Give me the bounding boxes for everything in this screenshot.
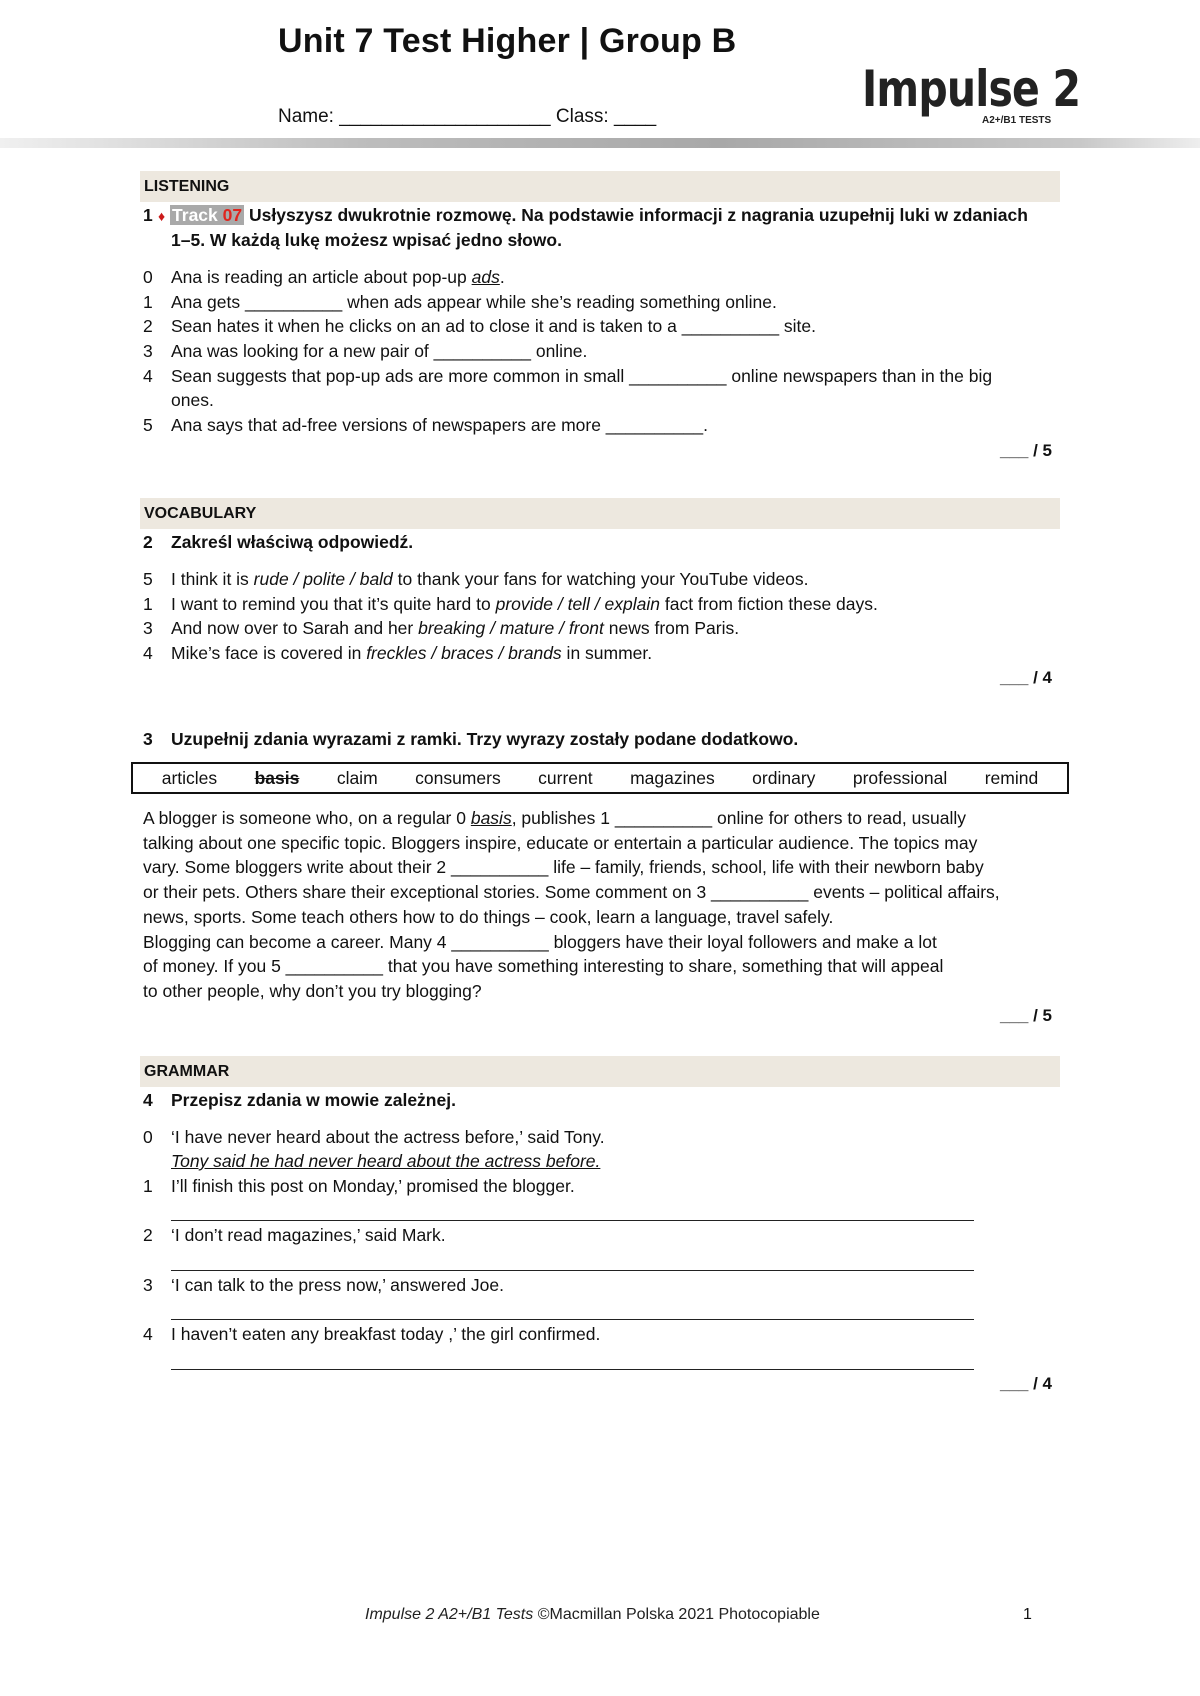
instruction-line-1: Usłyszysz dwukrotnie rozmowę. Na podstawie informacji z nagrania uzupełnij luki w zdaniach bbox=[248, 205, 1028, 225]
item-number: 3 bbox=[143, 618, 153, 638]
score-box: ___ / 5 bbox=[1000, 1006, 1052, 1025]
item-number: 4 bbox=[143, 366, 153, 386]
item-number: 5 bbox=[143, 569, 153, 589]
paragraph-line[interactable]: or their pets. Others share their exceptional stories. Some comment on 3 __________ events – political affairs, bbox=[143, 882, 1000, 903]
score-box: ___ / 4 bbox=[1000, 668, 1052, 687]
audio-icon: ♦ bbox=[158, 208, 166, 224]
list-item: I’ll finish this post on Monday,’ promised the blogger. bbox=[171, 1176, 575, 1196]
impulse-logo: Impulse 2 bbox=[862, 60, 1081, 118]
item-number: 4 bbox=[143, 643, 153, 663]
answer-options[interactable]: breaking / mature / front bbox=[418, 618, 604, 638]
word-box bbox=[131, 762, 1069, 794]
score-box: ___ / 4 bbox=[1000, 1374, 1052, 1393]
exercise-number: 2 bbox=[143, 532, 153, 552]
page-number: 1 bbox=[1023, 1606, 1032, 1623]
exercise-instruction: Zakreśl właściwą odpowiedź. bbox=[171, 532, 414, 552]
item-number: 5 bbox=[143, 415, 153, 435]
item-number: 1 bbox=[143, 1176, 153, 1196]
item-number: 1 bbox=[143, 292, 153, 312]
example-answer: basis bbox=[470, 808, 512, 828]
instruction-line-2: 1–5. W każdą lukę możesz wpisać jedno słowo. bbox=[171, 230, 562, 250]
class-label: Class: bbox=[555, 106, 609, 127]
list-item: I haven’t eaten any breakfast today ,’ the girl confirmed. bbox=[171, 1324, 601, 1344]
answer-line[interactable] bbox=[171, 1369, 974, 1370]
item-number: 1 bbox=[143, 594, 153, 614]
item-number: 2 bbox=[143, 316, 153, 336]
class-blank[interactable]: ____ bbox=[613, 106, 657, 127]
answer-line[interactable] bbox=[171, 1220, 974, 1221]
section-heading-vocabulary: VOCABULARY bbox=[140, 498, 1060, 529]
word-box-item: ordinary bbox=[752, 767, 816, 788]
word-box-item: articles bbox=[161, 767, 218, 788]
list-item[interactable]: Sean suggests that pop-up ads are more common in small __________ online newspapers than in the big bbox=[171, 366, 993, 386]
example-sentence: ‘I have never heard about the actress before,’ said Tony. bbox=[171, 1127, 605, 1147]
exercise-instruction: Przepisz zdania w mowie zależnej. bbox=[171, 1090, 456, 1110]
footer-copyright: Impulse 2 A2+/B1 Tests ©Macmillan Polska 2021 Photocopiable bbox=[365, 1606, 820, 1623]
paragraph-line[interactable]: Blogging can become a career. Many 4 __________ bloggers have their loyal followers and make a lot bbox=[143, 931, 937, 952]
logo-subtitle: A2+/B1 TESTS bbox=[982, 115, 1052, 126]
list-item: And now over to Sarah and her breaking / mature / front news from Paris. bbox=[171, 618, 740, 638]
listening-instruction bbox=[158, 205, 1028, 226]
section-heading-listening: LISTENING bbox=[140, 171, 1060, 202]
answer-options[interactable]: freckles / braces / brands bbox=[366, 643, 562, 663]
list-item[interactable]: Sean hates it when he clicks on an ad to close it and is taken to a __________ site. bbox=[171, 316, 817, 336]
exercise-number: 3 bbox=[143, 729, 153, 749]
paragraph-line[interactable]: A blogger is someone who, on a regular 0 basis, publishes 1 __________ online for others to read, usually bbox=[143, 808, 967, 828]
word-box-item-used: basis bbox=[254, 767, 300, 788]
example-answer: Tony said he had never heard about the actress before. bbox=[171, 1151, 601, 1171]
word-box-item: professional bbox=[852, 767, 948, 788]
list-item: ‘I don’t read magazines,’ said Mark. bbox=[171, 1225, 446, 1245]
paragraph-line[interactable]: vary. Some bloggers write about their 2 __________ life – family, friends, school, life with their newborn baby bbox=[143, 857, 984, 878]
list-item-continuation: ones. bbox=[171, 390, 214, 410]
item-number: 3 bbox=[143, 341, 153, 361]
paragraph-line: talking about one specific topic. Bloggers inspire, educate or entertain a particular audience. The topics may bbox=[143, 832, 978, 853]
score-box: ___ / 5 bbox=[1000, 441, 1052, 460]
answer-options[interactable]: provide / tell / explain bbox=[495, 594, 660, 614]
header-divider bbox=[0, 138, 1200, 148]
word-box-item: claim bbox=[336, 767, 378, 788]
page-title: Unit 7 Test Higher | Group B bbox=[278, 22, 737, 60]
name-label: Name: bbox=[278, 106, 334, 127]
name-class-line bbox=[278, 106, 656, 128]
exercise-number: 1 bbox=[143, 205, 153, 225]
word-box-item: consumers bbox=[415, 767, 501, 788]
item-number: 4 bbox=[143, 1324, 153, 1344]
word-box-item: remind bbox=[984, 767, 1039, 788]
list-item[interactable]: Ana gets __________ when ads appear while she’s reading something online. bbox=[171, 292, 777, 312]
name-blank[interactable]: ____________________ bbox=[339, 106, 551, 127]
list-item: I want to remind you that it’s quite hard to provide / tell / explain fact from fiction these days. bbox=[171, 594, 878, 614]
item-number: 0 bbox=[143, 267, 153, 287]
paragraph-line[interactable]: of money. If you 5 __________ that you have something interesting to share, something that will appeal bbox=[143, 956, 944, 977]
word-box-item: current bbox=[538, 767, 593, 788]
item-number: 3 bbox=[143, 1275, 153, 1295]
word-box-item: magazines bbox=[630, 767, 715, 788]
list-item: ‘I can talk to the press now,’ answered Joe. bbox=[171, 1275, 505, 1295]
list-item: Ana is reading an article about pop-up ads. bbox=[171, 267, 505, 287]
answer-line[interactable] bbox=[171, 1319, 974, 1320]
item-number: 0 bbox=[143, 1127, 153, 1147]
list-item: Mike’s face is covered in freckles / braces / brands in summer. bbox=[171, 643, 653, 663]
example-answer: ads bbox=[471, 267, 500, 287]
answer-line[interactable] bbox=[171, 1270, 974, 1271]
item-number: 2 bbox=[143, 1225, 153, 1245]
blogger-paragraph bbox=[143, 806, 1063, 1004]
answer-options[interactable]: rude / polite / bald bbox=[253, 569, 393, 589]
list-item: I think it is rude / polite / bald to thank your fans for watching your YouTube videos. bbox=[171, 569, 809, 589]
exercise-number: 4 bbox=[143, 1090, 153, 1110]
paragraph-line: to other people, why don’t you try blogging? bbox=[143, 980, 482, 1001]
paragraph-line: news, sports. Some teach others how to do things – cook, learn a language, travel safely. bbox=[143, 906, 834, 927]
list-item[interactable]: Ana says that ad-free versions of newspapers are more __________. bbox=[171, 415, 708, 435]
section-heading-grammar: GRAMMAR bbox=[140, 1056, 1060, 1087]
track-label[interactable]: Track 07 bbox=[172, 205, 243, 225]
list-item[interactable]: Ana was looking for a new pair of __________ online. bbox=[171, 341, 588, 361]
exercise-instruction: Uzupełnij zdania wyrazami z ramki. Trzy wyrazy zostały podane dodatkowo. bbox=[171, 729, 799, 749]
